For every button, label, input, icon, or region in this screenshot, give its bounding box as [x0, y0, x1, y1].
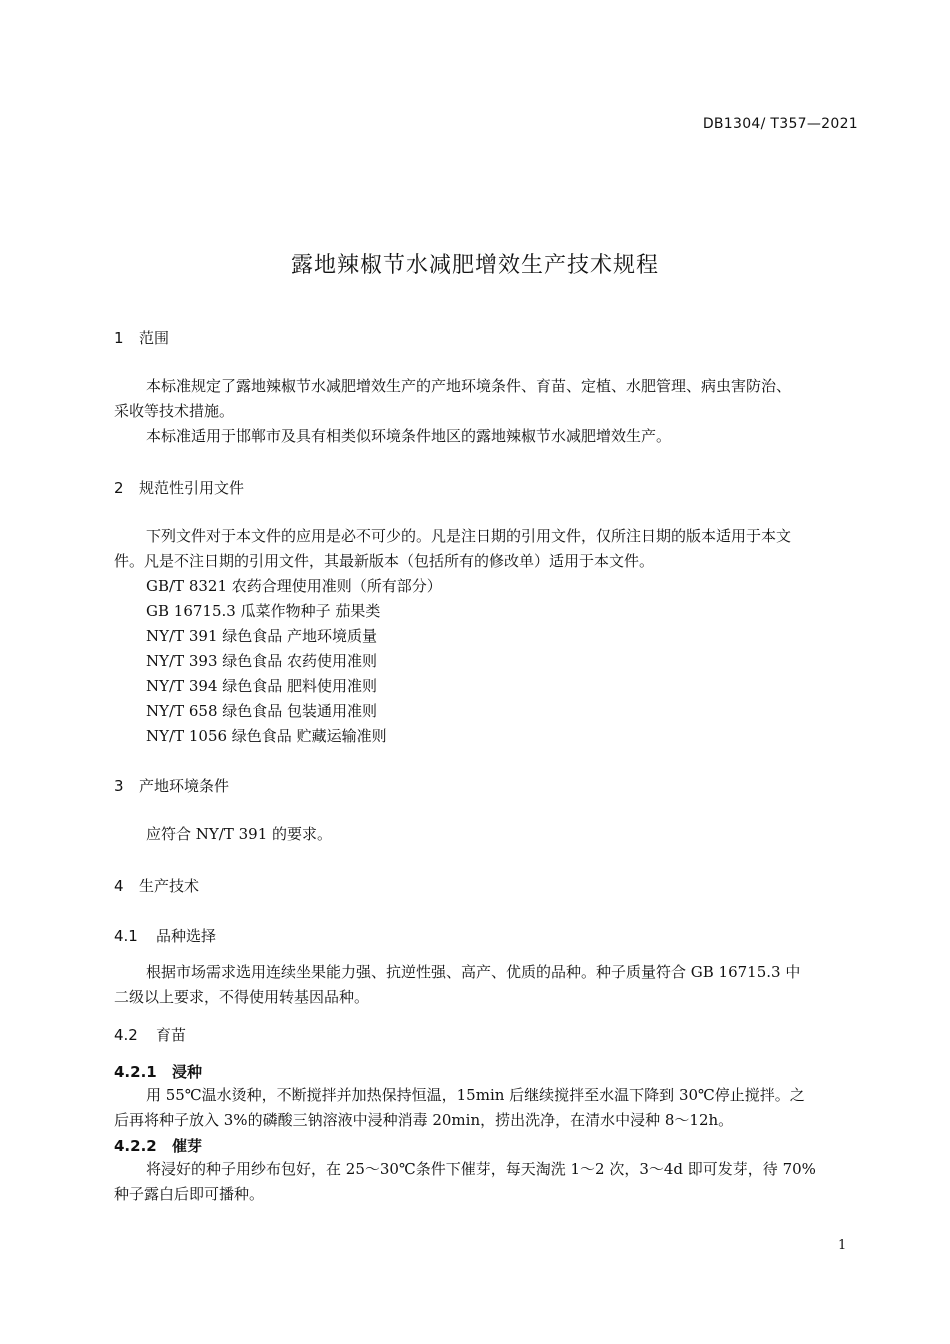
reference-item: NY/T 394 绿色食品 肥料使用准则: [146, 677, 378, 695]
paragraph: 种子露白后即可播种。: [114, 1185, 265, 1203]
subsection-4-2-2-heading: [114, 1135, 202, 1156]
section-number: 4.1: [114, 927, 138, 945]
paragraph: 本标准规定了露地辣椒节水减肥增效生产的产地环境条件、育苗、定植、水肥管理、病虫害防治、: [146, 377, 792, 395]
paragraph: 件。凡是不注日期的引用文件，其最新版本（包括所有的修改单）适用于本文件。: [114, 552, 655, 570]
document-code: DB1304/ T357—2021: [702, 116, 858, 132]
reference-item: NY/T 1056 绿色食品 贮藏运输准则: [146, 727, 387, 745]
paragraph: 下列文件对于本文件的应用是必不可少的。凡是注日期的引用文件，仅所注日期的版本适用于本文: [146, 527, 792, 545]
paragraph: 应符合 NY/T 391 的要求。: [146, 825, 333, 843]
page-title: 露地辣椒节水减肥增效生产技术规程: [290, 253, 659, 278]
section-title: 生产技术: [139, 877, 200, 895]
section-number: 4.2: [114, 1026, 138, 1044]
section-number: 4.2.1: [114, 1063, 157, 1081]
section-2-heading: [114, 477, 244, 498]
section-number: 3: [114, 777, 124, 795]
paragraph: 后再将种子放入 3%的磷酸三钠溶液中浸种消毒 20min，捞出洗净，在清水中浸种 8～12h。: [114, 1111, 734, 1129]
section-3-heading: [114, 775, 229, 796]
section-title: 育苗: [156, 1026, 187, 1044]
section-title: 规范性引用文件: [139, 479, 245, 497]
section-title: 产地环境条件: [139, 777, 230, 795]
section-title: 品种选择: [156, 927, 217, 945]
reference-item: NY/T 393 绿色食品 农药使用准则: [146, 652, 378, 670]
reference-item: NY/T 658 绿色食品 包装通用准则: [146, 702, 378, 720]
paragraph: 二级以上要求，不得使用转基因品种。: [114, 988, 370, 1006]
subsection-4-2-1-heading: [114, 1061, 202, 1082]
reference-item: NY/T 391 绿色食品 产地环境质量: [146, 627, 378, 645]
paragraph: 用 55℃温水烫种，不断搅拌并加热保持恒温，15min 后继续搅拌至水温下降到 30℃停止搅拌。之: [146, 1086, 805, 1104]
subsection-4-2-heading: [114, 1024, 186, 1045]
reference-item: GB 16715.3 瓜菜作物种子 茄果类: [146, 602, 381, 620]
section-title: 范围: [139, 329, 170, 347]
section-number: 1: [114, 329, 124, 347]
section-number: 4: [114, 877, 124, 895]
paragraph: 将浸好的种子用纱布包好，在 25～30℃条件下催芽，每天淘洗 1～2 次，3～4d 即可发芽，待 70%: [146, 1160, 816, 1178]
paragraph: 根据市场需求选用连续坐果能力强、抗逆性强、高产、优质的品种。种子质量符合 GB 16715.3 中: [146, 963, 801, 981]
subsection-4-1-heading: [114, 925, 216, 946]
page-number: 1: [838, 1238, 847, 1253]
section-title: 催芽: [172, 1137, 203, 1155]
section-4-heading: [114, 875, 199, 896]
section-number: 4.2.2: [114, 1137, 157, 1155]
paragraph: 采收等技术措施。: [114, 402, 235, 420]
paragraph: 本标准适用于邯郸市及具有相类似环境条件地区的露地辣椒节水减肥增效生产。: [146, 427, 672, 445]
reference-item: GB/T 8321 农药合理使用准则（所有部分）: [146, 577, 442, 595]
section-1-heading: [114, 327, 169, 348]
section-number: 2: [114, 479, 124, 497]
section-title: 浸种: [172, 1063, 203, 1081]
